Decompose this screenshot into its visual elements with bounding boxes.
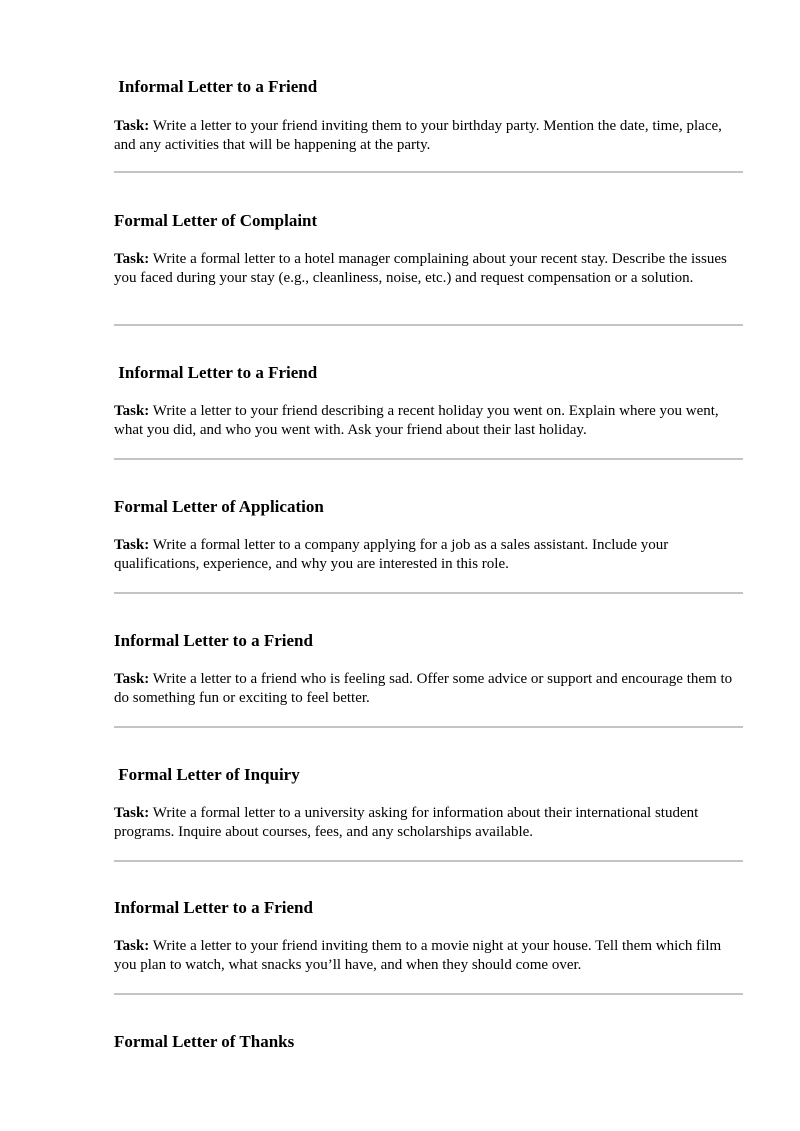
task-paragraph [114, 250, 744, 287]
task-paragraph [114, 117, 744, 154]
task-text: Write a letter to your friend inviting them to a movie night at your house. Tell them which film you plan to watch, what snacks you’ll have, and when they should come over. [114, 938, 722, 973]
section-divider [114, 324, 743, 326]
letter-section [114, 363, 744, 438]
section-heading: Formal Letter of Complaint [114, 211, 318, 230]
section-divider [114, 860, 743, 862]
section-heading: Informal Letter to a Friend [114, 77, 318, 96]
task-text: Write a letter to a friend who is feeling sad. Offer some advice or support and encourage them to do something fun or exciting to feel better. [114, 671, 733, 706]
task-text: Write a letter to your friend describing a recent holiday you went on. Explain where you went, what you did, and who you went with. Ask your friend about their last holiday. [114, 403, 719, 438]
section-heading: Formal Letter of Inquiry [114, 765, 300, 784]
task-paragraph [114, 670, 744, 707]
letter-section [114, 211, 744, 286]
section-heading: Informal Letter to a Friend [114, 898, 313, 917]
section-heading: Formal Letter of Thanks [114, 1032, 295, 1051]
task-label: Task: [114, 537, 150, 553]
task-text: Write a formal letter to a hotel manager complaining about your recent stay. Describe the issues you faced during your stay (e.g., cleanliness, noise, etc.) and request compensation or a solution. [114, 251, 727, 286]
letter-section [114, 77, 744, 153]
letter-section [114, 497, 744, 572]
task-text: Write a formal letter to a company applying for a job as a sales assistant. Include your qualifications, experience, and why you are interested in this role. [114, 537, 669, 572]
task-label: Task: [114, 403, 150, 419]
task-label: Task: [114, 251, 150, 267]
task-paragraph [114, 536, 744, 573]
task-text: Write a formal letter to a university asking for information about their international student programs. Inquire about courses, fees, and any scholarships available. [114, 805, 699, 840]
letter-section [114, 898, 744, 973]
section-heading: Informal Letter to a Friend [114, 363, 318, 382]
task-text: Write a letter to your friend inviting them to your birthday party. Mention the date, time, place, and any activities that will be happening at the party. [114, 118, 722, 153]
section-divider [114, 726, 743, 728]
letter-section [114, 1032, 744, 1052]
task-label: Task: [114, 118, 150, 134]
section-divider [114, 592, 743, 594]
task-label: Task: [114, 805, 150, 821]
task-paragraph [114, 937, 744, 974]
section-heading: Informal Letter to a Friend [114, 631, 313, 650]
section-divider [114, 171, 743, 173]
task-paragraph [114, 402, 744, 439]
task-label: Task: [114, 671, 150, 687]
section-divider [114, 993, 743, 995]
section-heading: Formal Letter of Application [114, 497, 324, 516]
task-paragraph [114, 804, 744, 841]
letter-section [114, 631, 744, 706]
letter-section [114, 765, 744, 840]
task-label: Task: [114, 938, 150, 954]
section-divider [114, 458, 743, 460]
